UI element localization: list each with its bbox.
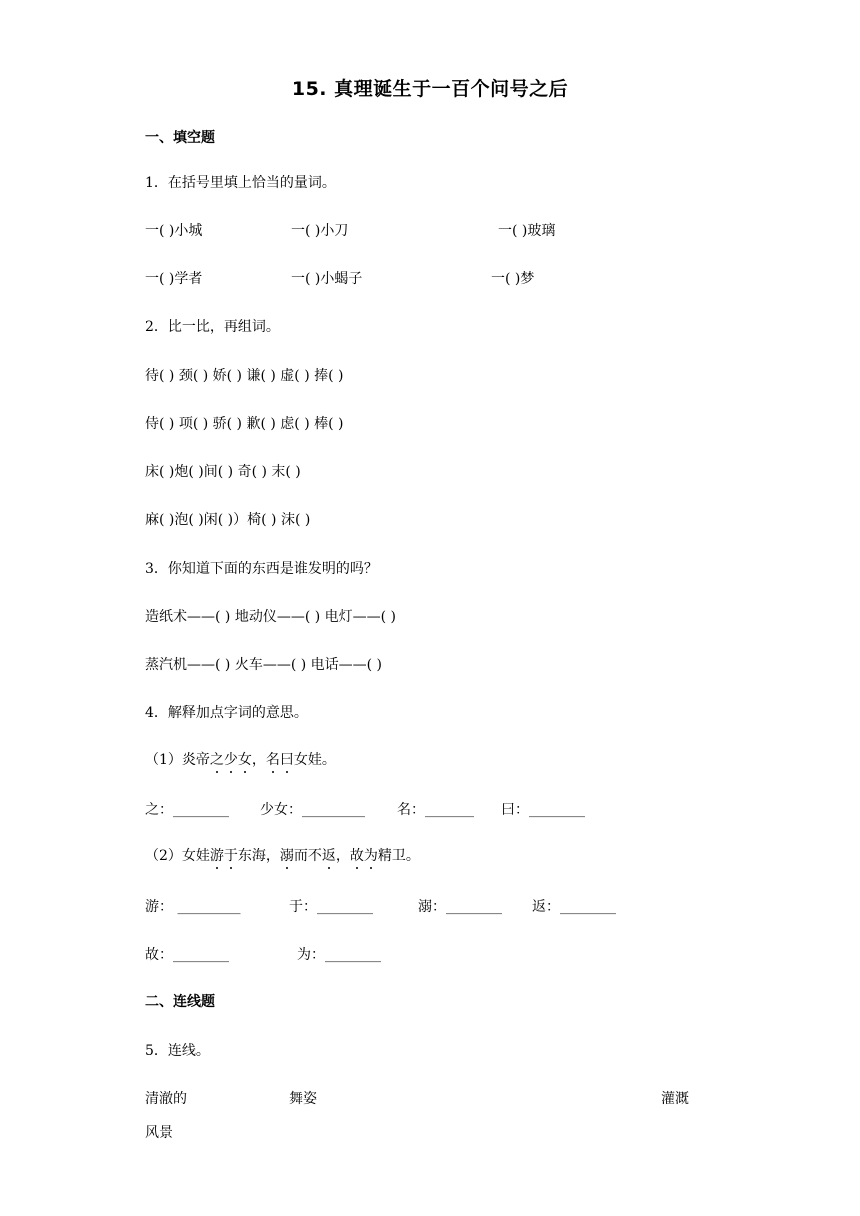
dotted-char: 女 xyxy=(237,752,252,768)
answer-blank[interactable]: 之：________ xyxy=(145,802,229,818)
sentence-text: 而不 xyxy=(293,848,322,864)
q4-sentence-2 xyxy=(145,846,420,866)
dotted-char: 返 xyxy=(321,848,336,864)
match-item[interactable]: 舞姿 xyxy=(289,1091,317,1107)
answer-blank[interactable]: 故：________ xyxy=(145,947,229,963)
answer-blank[interactable]: 于：________ xyxy=(289,899,373,915)
q2-row: 床( )炮( )间( ) 奇( ) 末( ) xyxy=(145,464,301,480)
dotted-char: 游 xyxy=(209,848,224,864)
sentence-text: 精卫。 xyxy=(377,848,420,864)
dotted-char: 少 xyxy=(223,752,238,768)
dotted-char: 之 xyxy=(209,752,224,768)
dotted-char: 溺 xyxy=(279,848,294,864)
sentence-text: （1）炎帝 xyxy=(145,752,210,768)
q2-row: 侍( ) 项( ) 骄( ) 歉( ) 虑( ) 棒( ) xyxy=(145,416,344,432)
section-heading-matching: 二、连线题 xyxy=(145,994,215,1010)
answer-blank[interactable]: 溺：________ xyxy=(418,899,502,915)
answer-blank[interactable]: 名：_______ xyxy=(397,802,474,818)
answer-blank[interactable]: 游： _________ xyxy=(145,899,241,915)
q1-item: 一( )小城 xyxy=(145,223,203,239)
question-3-prompt: 3．你知道下面的东西是谁发明的吗？ xyxy=(145,561,378,577)
q2-row: 待( ) 颈( ) 娇( ) 谦( ) 虚( ) 捧( ) xyxy=(145,368,344,384)
match-item[interactable]: 风景 xyxy=(145,1125,173,1141)
dotted-char: 名 xyxy=(265,752,280,768)
q1-item: 一( )梦 xyxy=(491,271,535,287)
q1-item: 一( )小蝎子 xyxy=(291,271,363,287)
question-5-prompt: 5．连线。 xyxy=(145,1043,210,1059)
answer-blank[interactable]: 为：________ xyxy=(297,947,381,963)
dotted-char: 曰 xyxy=(279,752,294,768)
answer-blank[interactable]: 少女：_________ xyxy=(260,802,365,818)
q1-item: 一( )玻璃 xyxy=(498,223,556,239)
match-item[interactable]: 清澈的 xyxy=(145,1091,187,1107)
answer-blank[interactable]: 曰：________ xyxy=(501,802,585,818)
q4-sentence-1 xyxy=(145,750,336,770)
q3-row: 造纸术——( ) 地动仪——( ) 电灯——( ) xyxy=(145,609,397,625)
section-heading-fill-blanks: 一、填空题 xyxy=(145,130,215,146)
sentence-text: 女娃。 xyxy=(293,752,336,768)
question-2-prompt: 2．比一比，再组词。 xyxy=(145,319,280,335)
sentence-text: 东海， xyxy=(237,848,280,864)
page-title: 15. 真理诞生于一百个问号之后 xyxy=(291,78,569,100)
question-4-prompt: 4．解释加点字词的意思。 xyxy=(145,705,308,721)
match-item[interactable]: 灌溉 xyxy=(661,1091,689,1107)
answer-blank[interactable]: 返：________ xyxy=(532,899,616,915)
sentence-text: ， xyxy=(251,752,266,768)
question-1-prompt: 1．在括号里填上恰当的量词。 xyxy=(145,175,336,191)
dotted-char: 为 xyxy=(363,848,378,864)
q3-row: 蒸汽机——( ) 火车——( ) 电话——( ) xyxy=(145,657,383,673)
dotted-char: 于 xyxy=(223,848,238,864)
q1-item: 一( )小刀 xyxy=(291,223,349,239)
dotted-char: 故 xyxy=(349,848,364,864)
q2-row: 麻( )泡( )闲( )）椅( ) 沫( ) xyxy=(145,512,311,528)
q1-item: 一( )学者 xyxy=(145,271,203,287)
sentence-text: （2）女娃 xyxy=(145,848,210,864)
sentence-text: ， xyxy=(335,848,350,864)
